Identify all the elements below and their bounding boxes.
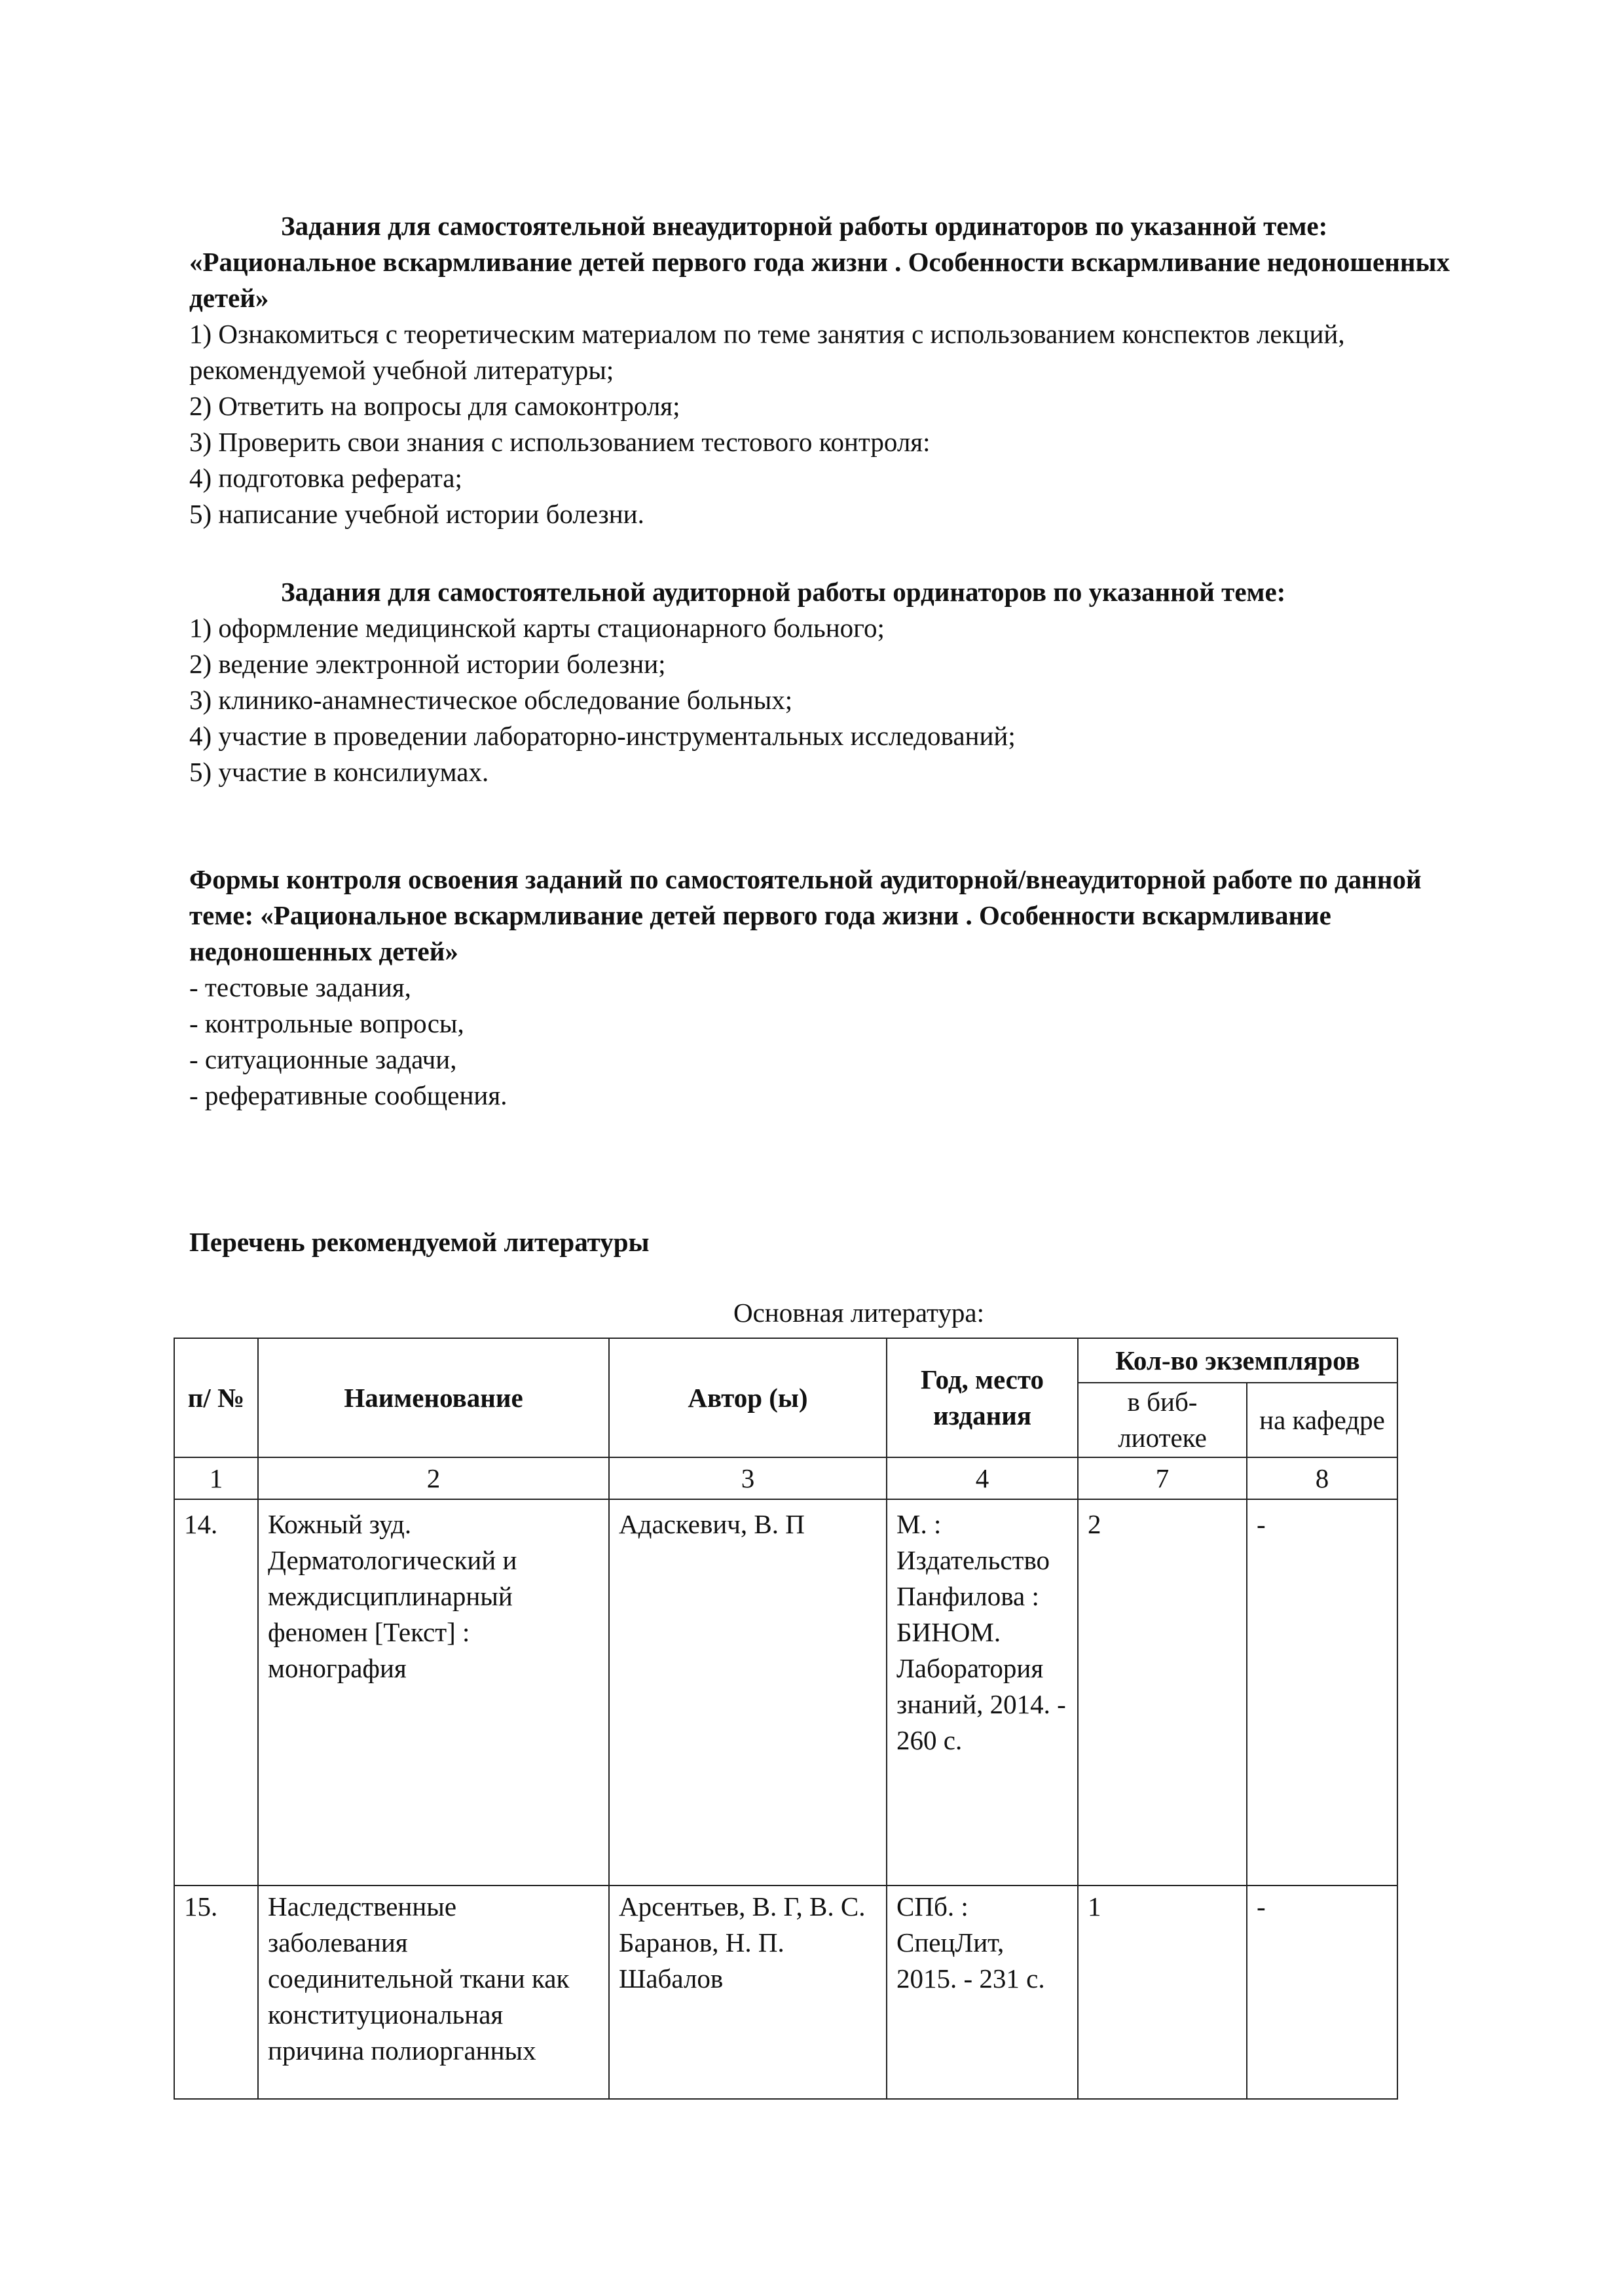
main-literature-caption: Основная литература: [733, 1298, 984, 1328]
row-name-cell [258, 1886, 609, 2099]
auditorium-tasks-section [189, 574, 1453, 790]
column-number: 8 [1247, 1457, 1397, 1499]
column-number: 7 [1078, 1457, 1247, 1499]
row-department-copies: - [1247, 1499, 1397, 1886]
extracurricular-task-item: 4) подготовка реферата; [189, 463, 462, 493]
column-number: 3 [609, 1457, 887, 1499]
header-num: п/ № [174, 1338, 258, 1457]
row-year: СПб. : СпецЛит, 2015. - 231 с. [887, 1886, 1078, 2099]
row-author: Арсентьев, В. Г, В. С. Баранов, Н. П. Шабалов [609, 1886, 887, 2099]
column-number: 1 [174, 1457, 258, 1499]
column-number: 2 [258, 1457, 609, 1499]
table-row [174, 1499, 1397, 1886]
row-name: Наследственные заболевания соединительной ткани как конституциональная причина полиорганных [268, 1891, 570, 2066]
row-num: 14. [174, 1499, 258, 1886]
column-number: 4 [887, 1457, 1078, 1499]
auditorium-task-item: 2) ведение электронной истории болезни; [189, 649, 666, 679]
header-name: Наименование [258, 1338, 609, 1457]
control-form-item: - контрольные вопросы, [189, 1008, 464, 1038]
row-year: М. : Издательство Панфилова : БИНОМ. Лаборатория знаний, 2014. - 260 с. [887, 1499, 1078, 1886]
header-author: Автор (ы) [609, 1338, 887, 1457]
auditorium-task-item: 5) участие в консилиумах. [189, 757, 489, 787]
auditorium-tasks-heading: Задания для самостоятельной аудиторной работы ординаторов по указанной теме: [281, 577, 1286, 607]
table-row [174, 1886, 1397, 2099]
extracurricular-task-item: 1) Ознакомиться с теоретическим материалом по теме занятия с использованием конспектов лекций, рекомендуемой учебной литературы; [189, 319, 1345, 385]
literature-heading: Перечень рекомендуемой литературы [189, 1227, 650, 1257]
extracurricular-task-item: 3) Проверить свои знания с использованием тестового контроля: [189, 427, 931, 457]
auditorium-task-item: 4) участие в проведении лабораторно-инструментальных исследований; [189, 721, 1016, 751]
header-copies: Кол-во экземпляров [1078, 1338, 1397, 1383]
column-numbers-row [174, 1457, 1397, 1499]
row-library-copies: 1 [1078, 1886, 1247, 2099]
row-department-copies: - [1247, 1886, 1397, 2099]
control-forms-section [189, 862, 1453, 1114]
control-form-item: - реферативные сообщения. [189, 1080, 507, 1110]
control-forms-heading: Формы контроля освоения заданий по самостоятельной аудиторной/внеаудиторной работе по данной теме: «Рациональное вскармливание детей первого года жизни . Особенности вскармливание недоношенных детей» [189, 864, 1422, 966]
control-form-item: - тестовые задания, [189, 972, 411, 1002]
auditorium-task-item: 1) оформление медицинской карты стационарного больного; [189, 613, 885, 643]
control-form-item: - ситуационные задачи, [189, 1044, 457, 1074]
header-library: в биб-лиотеке [1078, 1383, 1247, 1457]
row-name: Кожный зуд. Дерматологический и междисциплинарный феномен [Текст] : монография [258, 1499, 609, 1886]
header-department: на кафедре [1247, 1383, 1397, 1457]
header-year: Год, место издания [887, 1338, 1078, 1457]
literature-table [174, 1338, 1398, 2100]
extracurricular-task-item: 5) написание учебной истории болезни. [189, 499, 644, 529]
row-num: 15. [174, 1886, 258, 2099]
extracurricular-task-item: 2) Ответить на вопросы для самоконтроля; [189, 391, 680, 421]
auditorium-task-item: 3) клинико-анамнестическое обследование больных; [189, 685, 793, 715]
row-library-copies: 2 [1078, 1499, 1247, 1886]
extracurricular-tasks-heading: Задания для самостоятельной внеаудиторной работы ординаторов по указанной теме: «Рациональное вскармливание детей первого года жизни . Особенности вскармливание недоношенных детей» [189, 211, 1450, 313]
extracurricular-tasks-section [189, 208, 1453, 532]
table-header-row [174, 1338, 1397, 1383]
row-author: Адаскевич, В. П [609, 1499, 887, 1886]
